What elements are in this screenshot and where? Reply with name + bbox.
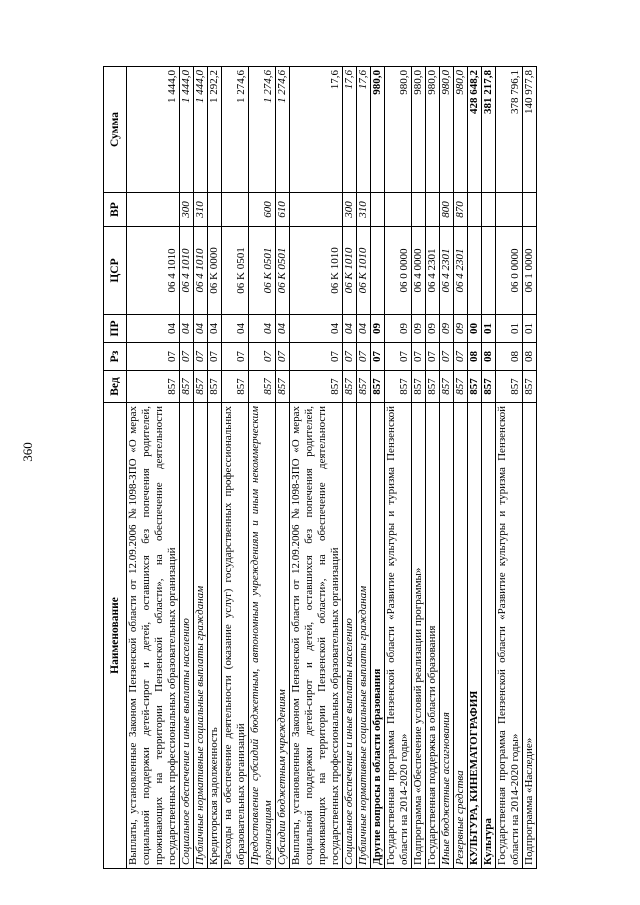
row-sum: 1 444,0 xyxy=(194,67,208,193)
rotated-page xyxy=(103,67,537,869)
row-pr: 04 xyxy=(276,315,290,343)
row-ved: 857 xyxy=(357,371,371,403)
table-row xyxy=(523,67,537,869)
row-csr xyxy=(371,227,385,315)
table-row xyxy=(180,67,194,869)
row-name: Государственная программа Пензенской области «Развитие культуры и туризма Пензенской области на 2014-2020 годы» xyxy=(496,403,523,869)
row-sum: 17,6 xyxy=(357,67,371,193)
table-row xyxy=(412,67,426,869)
row-pr: 01 xyxy=(496,315,523,343)
budget-table xyxy=(103,66,537,869)
header-name: Наименование xyxy=(104,403,127,869)
row-vr xyxy=(371,193,385,227)
row-name: КУЛЬТУРА, КИНЕМАТОГРАФИЯ xyxy=(468,403,482,869)
table-row xyxy=(249,67,276,869)
row-csr: 06 K 0000 xyxy=(208,227,222,315)
row-pr: 01 xyxy=(523,315,537,343)
row-sum: 980,0 xyxy=(440,67,454,193)
row-name: Подпрограмма «Наследие» xyxy=(523,403,537,869)
row-pr: 04 xyxy=(290,315,343,343)
row-name: Социальное обеспечение и иные выплаты населению xyxy=(343,403,357,869)
row-ved: 857 xyxy=(523,371,537,403)
row-csr: 06 0 0000 xyxy=(385,227,412,315)
row-csr: 06 4 2301 xyxy=(440,227,454,315)
row-rz: 07 xyxy=(426,343,440,371)
table-row xyxy=(371,67,385,869)
row-vr xyxy=(482,193,496,227)
row-pr: 09 xyxy=(454,315,468,343)
row-csr xyxy=(482,227,496,315)
row-name: Предоставление субсидий бюджетным, автономным учреждениям и иным некоммерческим организациям xyxy=(249,403,276,869)
row-csr: 06 4 0000 xyxy=(412,227,426,315)
row-pr: 00 xyxy=(468,315,482,343)
row-vr xyxy=(385,193,412,227)
row-vr: 800 xyxy=(440,193,454,227)
row-sum: 1 444,0 xyxy=(180,67,194,193)
row-rz: 07 xyxy=(371,343,385,371)
row-ved: 857 xyxy=(180,371,194,403)
row-vr xyxy=(222,193,249,227)
row-name: Культура xyxy=(482,403,496,869)
row-name: Субсидии бюджетным учреждениям xyxy=(276,403,290,869)
row-rz: 08 xyxy=(496,343,523,371)
row-csr: 06 4 1010 xyxy=(127,227,180,315)
row-csr: 06 K 0501 xyxy=(222,227,249,315)
header-csr: ЦСР xyxy=(104,227,127,315)
row-vr xyxy=(426,193,440,227)
row-rz: 07 xyxy=(290,343,343,371)
row-sum: 17,6 xyxy=(343,67,357,193)
row-vr: 300 xyxy=(343,193,357,227)
row-rz: 08 xyxy=(482,343,496,371)
row-rz: 07 xyxy=(454,343,468,371)
table-row xyxy=(290,67,343,869)
table-row xyxy=(222,67,249,869)
row-sum: 1 274,6 xyxy=(276,67,290,193)
row-csr: 06 4 2301 xyxy=(426,227,440,315)
table-row xyxy=(468,67,482,869)
row-rz: 07 xyxy=(208,343,222,371)
row-ved: 857 xyxy=(194,371,208,403)
header-vr: ВР xyxy=(104,193,127,227)
table-row xyxy=(127,67,180,869)
row-name: Выплаты, установленные Законом Пензенской области от 12.09.2006 №1098-ЗПО «О мерах социальной поддержки детей-сирот и детей, оставшихся без попечения родителей, проживающих на территории Пензенской области», на обеспечение деятельности государственных профессиональных образовательных организаций xyxy=(290,403,343,869)
row-sum: 1 274,6 xyxy=(249,67,276,193)
table-row xyxy=(343,67,357,869)
row-sum: 980,0 xyxy=(454,67,468,193)
row-csr: 06 K 0501 xyxy=(249,227,276,315)
row-vr xyxy=(208,193,222,227)
header-rz: Рз xyxy=(104,343,127,371)
row-rz: 07 xyxy=(276,343,290,371)
row-sum: 381 217,8 xyxy=(482,67,496,193)
row-vr: 600 xyxy=(249,193,276,227)
row-pr: 04 xyxy=(208,315,222,343)
row-vr xyxy=(468,193,482,227)
row-sum: 378 796,1 xyxy=(496,67,523,193)
row-name: Публичные нормативные социальные выплаты гражданам xyxy=(357,403,371,869)
row-pr: 09 xyxy=(385,315,412,343)
table-body xyxy=(127,67,537,869)
table-header-row xyxy=(104,67,127,869)
row-name: Расходы на обеспечение деятельности (оказание услуг) государственных профессиональных образовательных организаций xyxy=(222,403,249,869)
table-row xyxy=(454,67,468,869)
row-csr: 06 4 2301 xyxy=(454,227,468,315)
row-pr: 09 xyxy=(440,315,454,343)
table-row xyxy=(194,67,208,869)
row-csr: 06 1 0000 xyxy=(523,227,537,315)
row-name: Государственная программа Пензенской области «Развитие культуры и туризма Пензенской области на 2014-2020 годы» xyxy=(385,403,412,869)
row-rz: 07 xyxy=(440,343,454,371)
row-rz: 08 xyxy=(468,343,482,371)
table-row xyxy=(385,67,412,869)
row-ved: 857 xyxy=(276,371,290,403)
row-vr xyxy=(523,193,537,227)
row-pr: 09 xyxy=(412,315,426,343)
row-sum: 980,0 xyxy=(426,67,440,193)
row-name: Иные бюджетные ассигнования xyxy=(440,403,454,869)
row-rz: 07 xyxy=(385,343,412,371)
row-ved: 857 xyxy=(127,371,180,403)
row-csr: 06 K 1010 xyxy=(343,227,357,315)
row-rz: 07 xyxy=(222,343,249,371)
row-csr: 06 0 0000 xyxy=(496,227,523,315)
row-pr: 04 xyxy=(249,315,276,343)
table-row xyxy=(496,67,523,869)
row-ved: 857 xyxy=(496,371,523,403)
row-sum: 1 274,6 xyxy=(222,67,249,193)
row-vr: 870 xyxy=(454,193,468,227)
row-ved: 857 xyxy=(222,371,249,403)
row-ved: 857 xyxy=(385,371,412,403)
header-sum: Сумма xyxy=(104,67,127,193)
row-csr: 06 4 1010 xyxy=(194,227,208,315)
row-rz: 07 xyxy=(357,343,371,371)
row-pr: 04 xyxy=(180,315,194,343)
row-sum: 980,0 xyxy=(412,67,426,193)
row-ved: 857 xyxy=(343,371,357,403)
row-pr: 09 xyxy=(426,315,440,343)
row-name: Государственная поддержка в области образования xyxy=(426,403,440,869)
header-pr: ПР xyxy=(104,315,127,343)
row-ved: 857 xyxy=(208,371,222,403)
row-csr: 06 K 0501 xyxy=(276,227,290,315)
row-csr: 06 K 1010 xyxy=(357,227,371,315)
row-rz: 07 xyxy=(412,343,426,371)
row-csr: 06 K 1010 xyxy=(290,227,343,315)
row-pr: 01 xyxy=(482,315,496,343)
row-ved: 857 xyxy=(249,371,276,403)
row-vr xyxy=(127,193,180,227)
row-name: Кредиторская задолженность xyxy=(208,403,222,869)
row-ved: 857 xyxy=(440,371,454,403)
row-vr xyxy=(496,193,523,227)
row-rz: 07 xyxy=(194,343,208,371)
row-csr xyxy=(468,227,482,315)
row-ved: 857 xyxy=(426,371,440,403)
row-name: Другие вопросы в области образования xyxy=(371,403,385,869)
row-pr: 04 xyxy=(222,315,249,343)
row-pr: 04 xyxy=(357,315,371,343)
row-csr: 06 4 1010 xyxy=(180,227,194,315)
table-row xyxy=(426,67,440,869)
row-sum: 1 444,0 xyxy=(127,67,180,193)
row-rz: 08 xyxy=(523,343,537,371)
row-ved: 857 xyxy=(290,371,343,403)
row-vr: 310 xyxy=(194,193,208,227)
row-rz: 07 xyxy=(127,343,180,371)
row-vr: 610 xyxy=(276,193,290,227)
row-vr xyxy=(412,193,426,227)
row-name: Подпрограмма «Обеспечение условий реализации программы» xyxy=(412,403,426,869)
row-sum: 428 648,2 xyxy=(468,67,482,193)
table-row xyxy=(482,67,496,869)
row-pr: 04 xyxy=(194,315,208,343)
table-row xyxy=(357,67,371,869)
row-sum: 17,6 xyxy=(290,67,343,193)
row-rz: 07 xyxy=(180,343,194,371)
header-ved: Вед xyxy=(104,371,127,403)
row-sum: 140 977,8 xyxy=(523,67,537,193)
row-name: Социальное обеспечение и иные выплаты населению xyxy=(180,403,194,869)
row-sum: 1 292,2 xyxy=(208,67,222,193)
row-ved: 857 xyxy=(454,371,468,403)
row-ved: 857 xyxy=(468,371,482,403)
row-name: Резервные средства xyxy=(454,403,468,869)
row-sum: 980,0 xyxy=(385,67,412,193)
row-rz: 07 xyxy=(343,343,357,371)
row-name: Публичные нормативные социальные выплаты гражданам xyxy=(194,403,208,869)
table-row xyxy=(276,67,290,869)
row-vr xyxy=(290,193,343,227)
row-name: Выплаты, установленные Законом Пензенской области от 12.09.2006 №1098-ЗПО «О мерах социальной поддержки детей-сирот и детей, оставшихся без попечения родителей, проживающих на территории Пензенской области», на обеспечение деятельности государственных профессиональных образовательных организаций xyxy=(127,403,180,869)
row-ved: 857 xyxy=(371,371,385,403)
row-pr: 04 xyxy=(343,315,357,343)
row-rz: 07 xyxy=(249,343,276,371)
row-pr: 09 xyxy=(371,315,385,343)
page-number: 360 xyxy=(20,442,35,462)
table-row xyxy=(440,67,454,869)
row-vr: 300 xyxy=(180,193,194,227)
row-vr: 310 xyxy=(357,193,371,227)
row-sum: 980,0 xyxy=(371,67,385,193)
row-ved: 857 xyxy=(412,371,426,403)
row-pr: 04 xyxy=(127,315,180,343)
row-ved: 857 xyxy=(482,371,496,403)
table-row xyxy=(208,67,222,869)
